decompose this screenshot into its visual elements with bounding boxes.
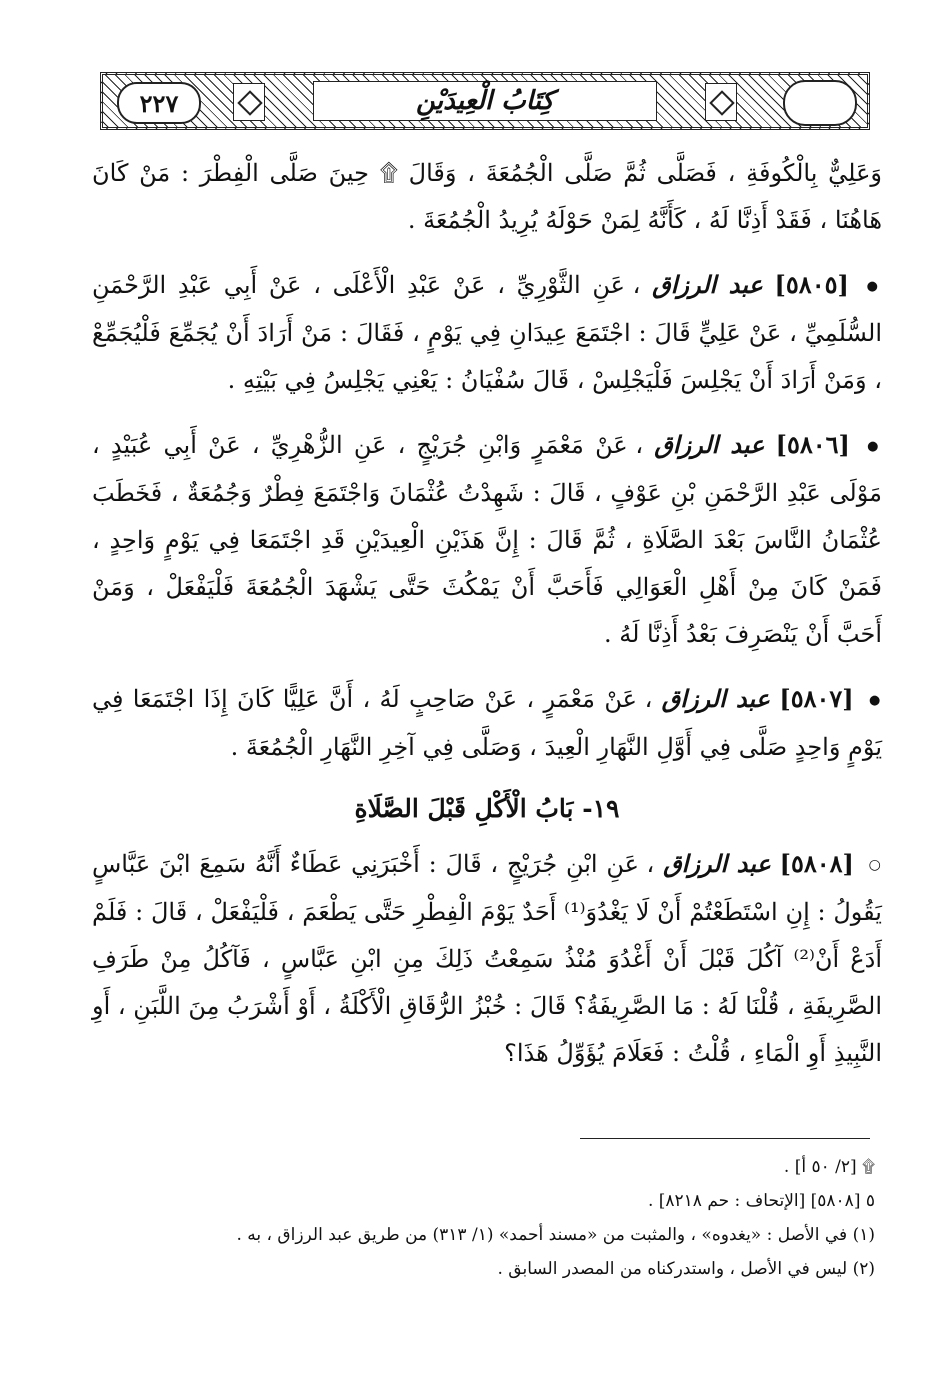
book-title: كِتَابُ الْعِيدَيْنِ (416, 86, 554, 116)
footnote-item: ۩ [٢/ ٥٠ أ] . (783, 1157, 875, 1177)
footnotes (150, 1150, 875, 1286)
hadith-text: ، عَنِ الثَّوْرِيِّ ، عَنْ عَبْدِ الْأَعْلَى ، عَنْ أَبِي عَبْدِ الرَّحْمَنِ السُّلَمِيِّ ، عَنْ عَلِيٍّ قَالَ : اجْتَمَعَ عِيدَانِ فِي يَوْمٍ ، فَقَالَ : مَنْ أَرَادَ أَنْ يُجَمِّعَ فَلْيُجَمِّعْ ، وَمَنْ أَرَادَ أَنْ يَجْلِسَ فَلْيَجْلِسْ ، قَالَ سُفْيَانُ : يَعْنِي يَجْلِسُ فِي بَيْتِهِ . (92, 271, 882, 394)
chapter-heading: ١٩- بَابُ الْأَكْلِ قَبْلَ الصَّلَاةِ (354, 794, 620, 823)
header-title-frame (313, 81, 657, 121)
footnote-divider (580, 1138, 870, 1139)
hadith-text: ، عَنْ مَعْمَرٍ وَابْنِ جُرَيْجٍ ، عَنِ الزُّهْرِيِّ ، عَنْ أَبِي عُبَيْدٍ ، مَوْلَى عَبْدِ الرَّحْمَنِ بْنِ عَوْفٍ ، قَالَ : شَهِدْتُ عُثْمَانَ وَاجْتَمَعَ فِطْرٌ وَجُمُعَةٌ ، فَخَطَبَ عُثْمَانُ النَّاسَ بَعْدَ الصَّلَاةِ ، ثُمَّ قَالَ : إِنَّ هَذَيْنِ الْعِيدَيْنِ قَدِ اجْتَمَعَا فِي يَوْمٍ وَاحِدٍ ، فَمَنْ كَانَ مِنْ أَهْلِ الْعَوَالِي فَأَحَبَّ أَنْ يَمْكُثَ حَتَّى يَشْهَدَ الْجُمُعَةَ فَلْيَفْعَلْ ، وَمَنْ أَحَبَّ أَنْ يَنْصَرِفَ بَعْدُ أَذِنَّا لَهُ . (92, 431, 882, 648)
ornament-icon (233, 83, 265, 121)
hadith-number: [٥٨٠٨] (779, 849, 854, 878)
hadith-number: [٥٨٠٥] (774, 270, 849, 299)
hadith-5807 (92, 675, 882, 771)
page-header (100, 72, 870, 130)
footnote-item: ٥ [٥٨٠٨] [الإتحاف : حم ٨٢١٨] . (647, 1191, 875, 1211)
paragraph-text: وَعَلِيٌّ بِالْكُوفَةِ ، فَصَلَّى ثُمَّ صَلَّى الْجُمُعَةَ ، وَقَالَ ۩ حِينَ صَلَّى الْفِطْرَ : مَنْ كَانَ هَاهُنَا ، فَقَدْ أَذِنَّا لَهُ ، كَأَنَّهُ لِمَنْ حَوْلَهُ يُرِيدُ الْجُمُعَةَ . (92, 159, 882, 234)
hadith-text: ، عَنْ مَعْمَرٍ ، عَنْ صَاحِبٍ لَهُ ، أَنَّ عَلِيًّا كَانَ إِذَا اجْتَمَعَا فِي يَوْمٍ وَاحِدٍ صَلَّى فِي أَوَّلِ النَّهَارِ الْعِيدَ ، وَصَلَّى فِي آخِرِ النَّهَارِ الْجُمُعَةَ . (92, 685, 882, 761)
narrator-name: عبد الرزاق (663, 849, 771, 878)
paragraph-continuation (92, 150, 882, 244)
narrator-name: عبد الرزاق (652, 270, 763, 299)
ornament-icon (705, 83, 737, 121)
publisher-logo (783, 80, 857, 126)
hadith-text: ، عَنِ ابْنِ جُرَيْجٍ ، قَالَ : أَخْبَرَنِي عَطَاءٌ أَنَّهُ سَمِعَ ابْنَ عَبَّاسٍ يَقُولُ : إِنِ اسْتَطَعْتُمْ أَنْ لَا يَغْدُوَ⁽¹⁾ أَحَدٌ يَوْمَ الْفِطْرِ حَتَّى يَطْعَمَ ، فَلْيَفْعَلْ ، قَالَ : فَلَمْ أَدَعْ أَنْ⁽²⁾ آكُلَ قَبْلَ أَنْ أَغْدُوَ مُنْذُ سَمِعْتُ ذَلِكَ مِنِ ابْنِ عَبَّاسٍ ، فَآكُلُ مِنْ طَرَفِ الصَّرِيفَةِ ، قُلْنَا لَهُ : مَا الصَّرِيفَةُ؟ قَالَ : خُبْزُ الرُّقَاقِ الْأَكْلَةُ ، أَوْ أَشْرَبُ مِنَ اللَّبَنِ ، أَوِ النَّبِيذِ أَوِ الْمَاءِ ، قُلْتُ : فَعَلَامَ يُؤَوِّلُ هَذَا؟ (92, 850, 882, 1067)
page-number: ٢٢٧ (139, 88, 179, 118)
narrator-name: عبد الرزاق (661, 684, 770, 713)
hadith-5808 (92, 840, 882, 1077)
narrator-name: عبد الرزاق (654, 430, 765, 459)
hadith-5806 (92, 421, 882, 658)
page-number-badge (117, 82, 201, 124)
main-text (92, 150, 882, 1094)
footnote-item: (١) في الأصل : «يغدوه» ، والمثبت من «مسند أحمد» (١/ ٣١٣) من طريق عبد الرزاق ، به . (236, 1225, 875, 1245)
footnote-item: (٢) ليس في الأصل ، واستدركناه من المصدر السابق . (497, 1259, 875, 1279)
hadith-number: [٥٨٠٧] (779, 684, 854, 713)
hadith-5805 (92, 261, 882, 404)
hadith-number: [٥٨٠٦] (775, 430, 850, 459)
